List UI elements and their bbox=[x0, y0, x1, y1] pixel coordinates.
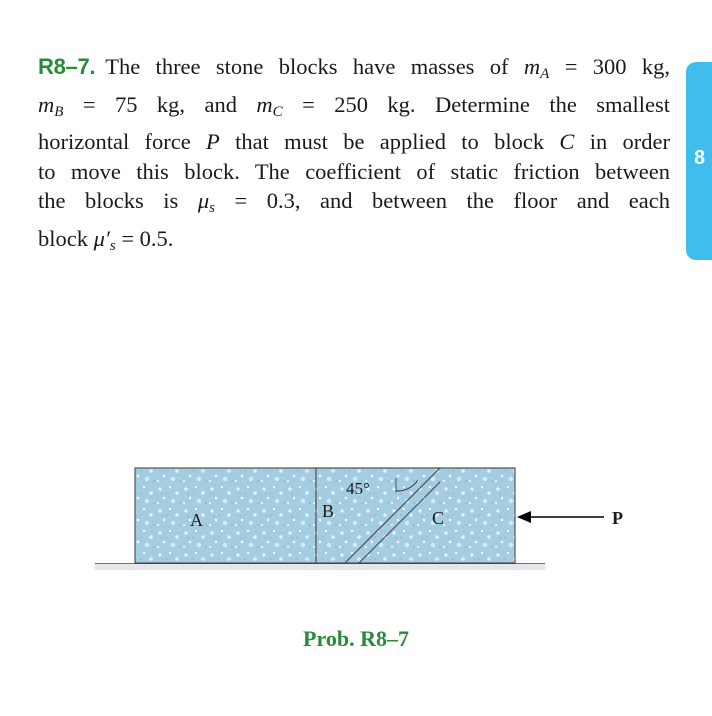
problem-text-blocks: the blocks is bbox=[38, 188, 179, 214]
block-a-label: A bbox=[190, 510, 203, 530]
problem-text-order: in order bbox=[589, 129, 671, 155]
chapter-tab-number: 8 bbox=[694, 147, 706, 169]
floor-shade bbox=[95, 564, 545, 570]
problem-text-intro: The three stone blocks have masses of bbox=[105, 54, 509, 79]
force-label: P bbox=[612, 508, 623, 528]
problem-text-coefficient: to move this block. The coefficient of static friction between bbox=[38, 158, 670, 184]
mass-b-subscript: B bbox=[54, 103, 64, 120]
caption-text: Prob. R8–7 bbox=[303, 626, 409, 651]
force-symbol: P bbox=[206, 129, 220, 155]
mass-c-value: = 250 kg. Determine the smallest bbox=[302, 91, 671, 117]
mu-s-prime-value: = 0.5. bbox=[121, 225, 174, 251]
mass-b-value: = 75 kg, and bbox=[82, 91, 237, 117]
problem-label: R8–7. bbox=[38, 54, 96, 79]
problem-text-block: block bbox=[38, 225, 88, 251]
problem-text-applied: that must be applied to block bbox=[235, 129, 545, 155]
angle-label: 45° bbox=[346, 479, 370, 498]
figure-caption bbox=[0, 626, 712, 652]
block-c-label: C bbox=[432, 508, 445, 528]
force-arrow-head bbox=[517, 511, 531, 523]
mu-s-subscript: s bbox=[209, 200, 215, 217]
mu-s-prime-symbol: μ′ bbox=[93, 225, 110, 251]
mass-c-symbol: m bbox=[256, 91, 273, 117]
mass-a-value: = 300 kg, bbox=[564, 54, 671, 79]
block-a bbox=[135, 468, 316, 563]
problem-text-force: horizontal force bbox=[38, 129, 191, 155]
block-c-symbol: C bbox=[559, 129, 575, 155]
mass-b-symbol: m bbox=[38, 91, 55, 117]
mu-s-value: = 0.3, and between the floor and each bbox=[234, 188, 670, 214]
mass-c-subscript: C bbox=[272, 103, 283, 120]
block-b-label: B bbox=[322, 501, 335, 521]
mu-s-prime-subscript: s bbox=[109, 237, 116, 254]
mass-a-subscript: A bbox=[540, 66, 550, 82]
mu-s-symbol: μ bbox=[197, 188, 210, 214]
mass-a-symbol: m bbox=[523, 54, 541, 79]
